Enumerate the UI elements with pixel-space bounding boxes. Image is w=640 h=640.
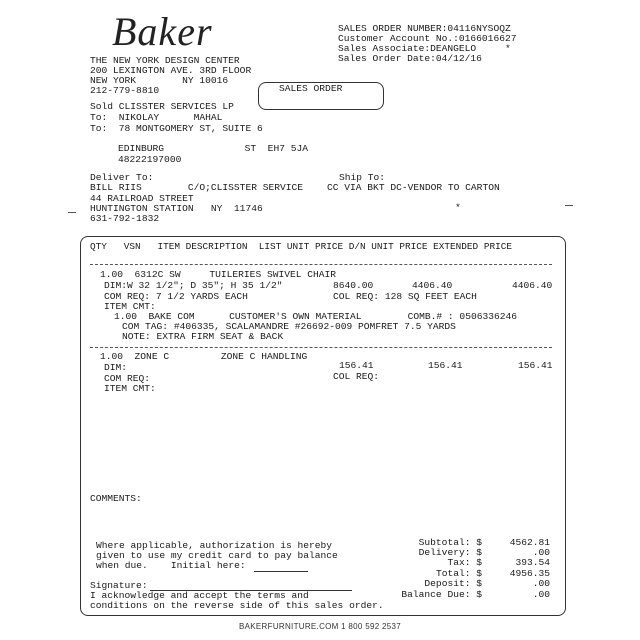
deliver-header: Deliver To: bbox=[90, 172, 154, 183]
item2-com-req: COM REQ: bbox=[104, 373, 151, 384]
store-address-1: 200 LEXINGTON AVE. 3RD FLOOR bbox=[90, 65, 252, 76]
total-value: 4956.35 bbox=[509, 568, 550, 579]
item1-extended-price: 4406.40 bbox=[512, 280, 553, 291]
item1-sub-2: COM TAG: #406335, SCALAMANDRE #26692-009 POMFRET 7.5 YARDS bbox=[122, 321, 456, 332]
item1-cmt: ITEM CMT: bbox=[104, 301, 156, 312]
sold-line-4: EDINBURG ST EH7 5JA bbox=[118, 143, 308, 154]
item1-sub-1: 1.00 BAKE COM CUSTOMER'S OWN MATERIAL COMB.# : 0506336246 bbox=[114, 311, 518, 322]
auth-line-2: given to use my credit card to pay balance bbox=[96, 550, 338, 561]
item1-unit-price: 4406.40 bbox=[412, 280, 453, 291]
balance-value: .00 bbox=[532, 589, 550, 600]
customer-account: Customer Account No.:0166016627 bbox=[338, 33, 517, 44]
subtotal-value: 4562.81 bbox=[509, 537, 550, 548]
order-number: SALES ORDER NUMBER:04116NYSOQZ bbox=[338, 23, 511, 34]
item-rule bbox=[90, 347, 552, 348]
comments-label: COMMENTS: bbox=[90, 493, 142, 504]
item1-col-req: COL REQ: 128 SQ FEET EACH bbox=[333, 291, 477, 302]
footer-contact: BAKERFURNITURE.COM 1 800 592 2537 bbox=[239, 622, 401, 631]
item2-line-1: 1.00 ZONE C ZONE C HANDLING bbox=[100, 351, 308, 362]
item1-com-req: COM REQ: 7 1/2 YARDS EACH bbox=[104, 291, 248, 302]
initial-line bbox=[254, 571, 308, 572]
balance-label: Balance Due: $ bbox=[401, 589, 482, 600]
doc-type-box bbox=[258, 82, 384, 110]
item2-extended-price: 156.41 bbox=[518, 360, 553, 371]
item1-sub-3: NOTE: EXTRA FIRM SEAT & BACK bbox=[122, 331, 284, 342]
baker-logo: Baker bbox=[112, 9, 213, 54]
item2-cmt: ITEM CMT: bbox=[104, 383, 156, 394]
deliver-line-1: BILL RIIS C/O;CLISSTER SERVICE bbox=[90, 182, 304, 193]
deposit-value: .00 bbox=[532, 578, 550, 589]
header-rule bbox=[90, 264, 552, 265]
ship-line-1: CC VIA BKT DC-VENDOR TO CARTON bbox=[327, 182, 500, 193]
sold-line-1: Sold CLISSTER SERVICES LP bbox=[90, 101, 234, 112]
store-name: THE NEW YORK DESIGN CENTER bbox=[90, 55, 240, 66]
doc-type: SALES ORDER bbox=[279, 83, 343, 94]
tax-label: Tax: $ bbox=[447, 557, 482, 568]
ship-header: Ship To: bbox=[339, 172, 386, 183]
ack-line-2: conditions on the reverse side of this sales order. bbox=[90, 600, 384, 611]
ship-star: * bbox=[455, 202, 461, 213]
order-date: Sales Order Date:04/12/16 bbox=[338, 53, 482, 64]
fold-mark-right bbox=[565, 205, 573, 206]
item1-dim: DIM:W 32 1/2"; D 35"; H 35 1/2" bbox=[104, 280, 283, 291]
store-phone: 212-779-8810 bbox=[90, 85, 160, 96]
auth-line-3: when due. Initial here: bbox=[96, 560, 246, 571]
tax-value: 393.54 bbox=[515, 557, 550, 568]
ack-line-1: I acknowledge and accept the terms and bbox=[90, 590, 309, 601]
sold-line-5: 48222197000 bbox=[118, 154, 182, 165]
item2-dim: DIM: bbox=[104, 362, 128, 373]
item1-line-1: 1.00 6312C SW TUILERIES SWIVEL CHAIR bbox=[100, 269, 337, 280]
store-address-2: NEW YORK NY 10016 bbox=[90, 75, 229, 86]
item2-unit-price: 156.41 bbox=[428, 360, 463, 371]
item2-col-req: COL REQ: bbox=[333, 371, 380, 382]
subtotal-label: Subtotal: $ bbox=[418, 537, 482, 548]
fold-mark-left bbox=[68, 212, 76, 213]
total-label: Total: $ bbox=[435, 568, 482, 579]
deliver-line-2: 44 RAILROAD STREET bbox=[90, 193, 194, 204]
delivery-value: .00 bbox=[532, 547, 550, 558]
auth-line-1: Where applicable, authorization is hereby bbox=[96, 540, 333, 551]
sold-line-3: To: 78 MONTGOMERY ST, SUITE 6 bbox=[90, 123, 263, 134]
deliver-line-3: HUNTINGTON STATION NY 11746 bbox=[90, 203, 263, 214]
table-header: QTY VSN ITEM DESCRIPTION LIST UNIT PRICE D/N UNIT PRICE EXTENDED PRICE bbox=[90, 241, 512, 252]
sales-associate: Sales Associate:DEANGELO * bbox=[338, 43, 511, 54]
item2-list-price: 156.41 bbox=[339, 360, 374, 371]
sold-line-2: To: NIKOLAY MAHAL bbox=[90, 112, 223, 123]
signature-label: Signature: bbox=[90, 580, 148, 591]
delivery-label: Delivery: $ bbox=[418, 547, 482, 558]
deposit-label: Deposit: $ bbox=[424, 578, 482, 589]
deliver-line-4: 631-792-1832 bbox=[90, 213, 160, 224]
item1-list-price: 8640.00 bbox=[333, 280, 374, 291]
